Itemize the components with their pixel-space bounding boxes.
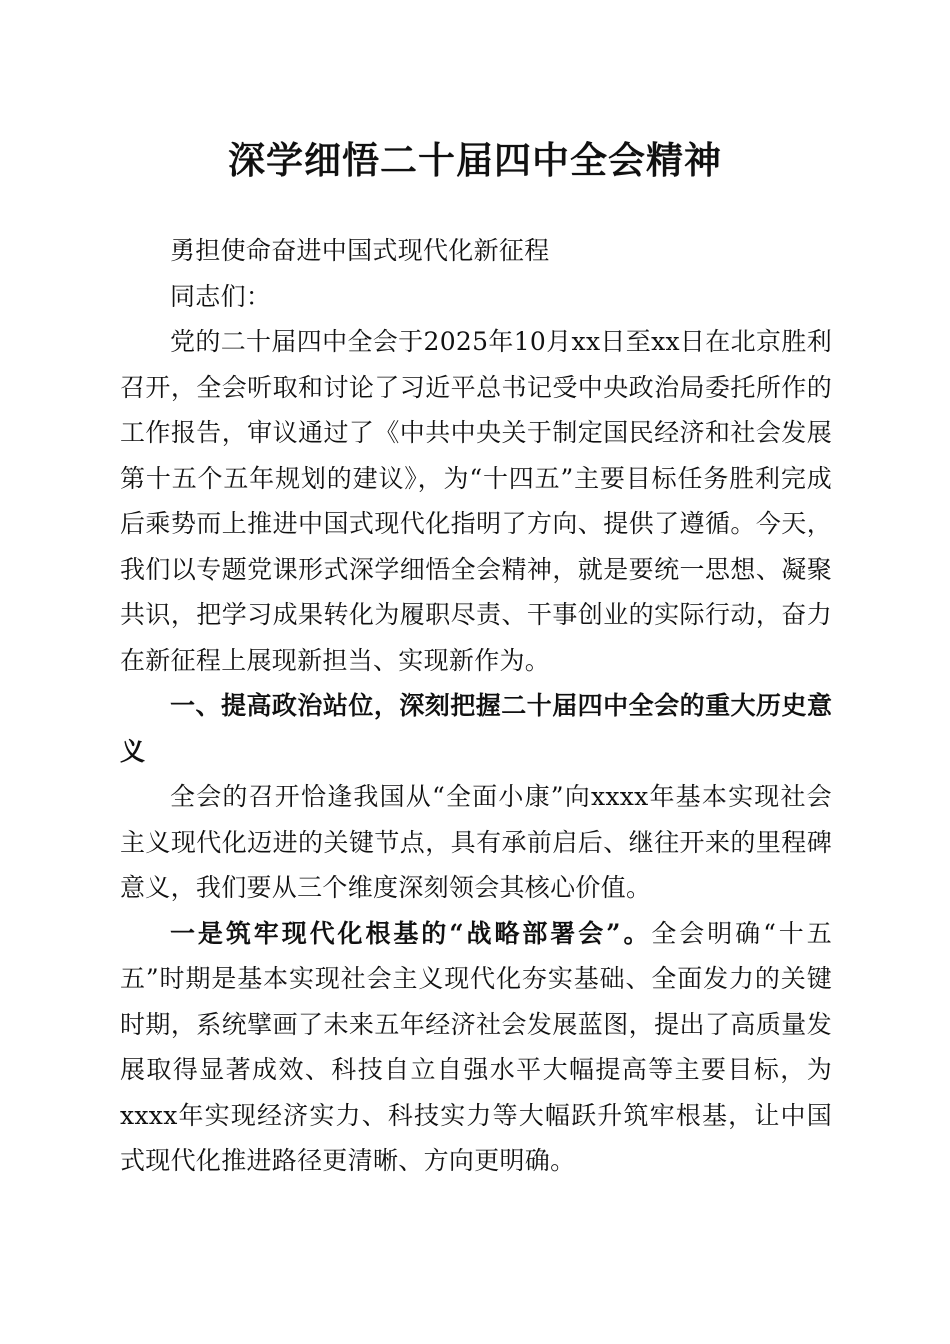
document-title: 深学细悟二十届四中全会精神 — [228, 138, 722, 182]
point-1-paragraph — [120, 911, 832, 1184]
section-1-paragraph: 全会的召开恰逢我国从“全面小康”向xxxx年基本实现社会主义现代化迈进的关键节点，具有承前启后、继往开来的里程碑意义，我们要从三个维度深刻领会其核心价值。 — [120, 782, 832, 902]
point-1-lead: 一是筑牢现代化根基的“战略部署会”。 — [170, 918, 652, 948]
section-1-heading: 一、提高政治站位，深刻把握二十届四中全会的重大历史意义 — [120, 691, 832, 766]
salutation: 同志们： — [170, 281, 272, 311]
document-body — [120, 228, 832, 1184]
point-1-text: 全会明确“十五五”时期是基本实现社会主义现代化夯实基础、全面发力的关键时期，系统擘画了未来五年经济社会发展蓝图，提出了高质量发展取得显著成效、科技自立自强水平大幅提高等主要目标，为xxxx年实现经济实力、科技实力等大幅跃升筑牢根基，让中国式现代化推进路径更清晰、方向更明确。 — [120, 918, 832, 1175]
intro-paragraph: 党的二十届四中全会于2025年10月xx日至xx日在北京胜利召开，全会听取和讨论了习近平总书记受中央政治局委托所作的工作报告，审议通过了《中共中央关于制定国民经济和社会发展第十五个五年规划的建议》，为“十四五”主要目标任务胜利完成后乘势而上推进中国式现代化指明了方向、提供了遵循。今天，我们以专题党课形式深学细悟全会精神，就是要统一思想、凝聚共识，把学习成果转化为履职尽责、干事创业的实际行动，奋力在新征程上展现新担当、实现新作为。 — [120, 327, 832, 675]
subtitle: 勇担使命奋进中国式现代化新征程 — [170, 236, 550, 265]
